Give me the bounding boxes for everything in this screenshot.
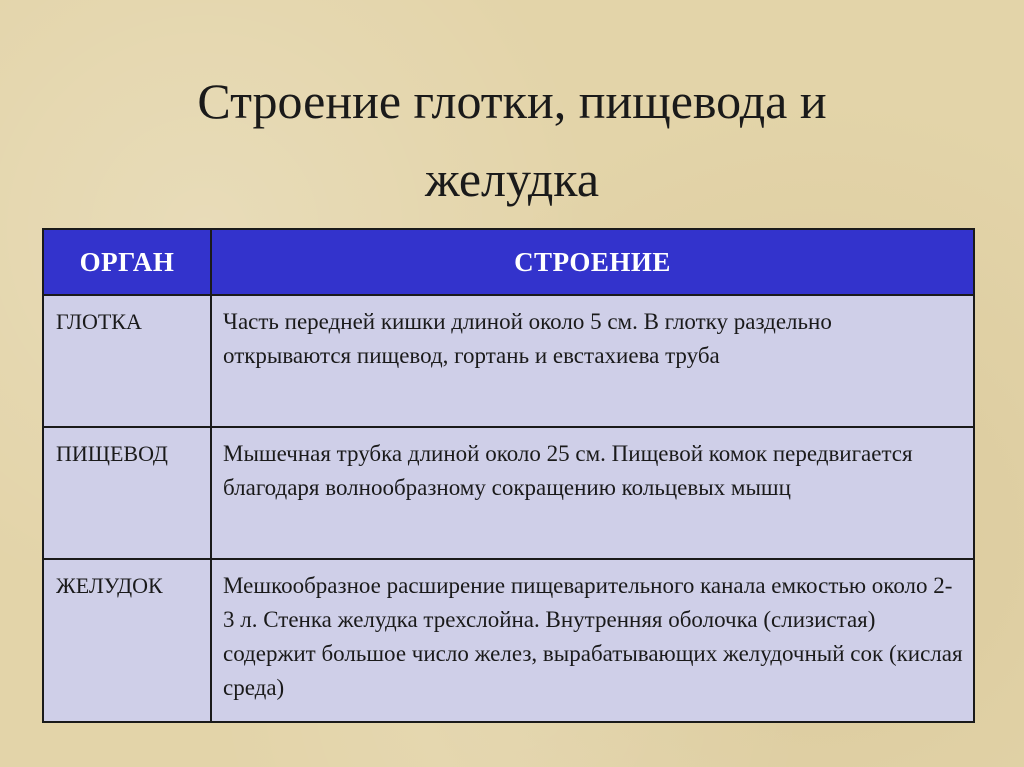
structure-cell: Мешкообразное расширение пищеварительного канала емкостью около 2-3 л. Стенка желудка трехслойна. Внутренняя оболочка (слизистая) содержит большое число желез, вырабатывающих желудочный сок (кислая среда) — [211, 559, 974, 722]
organ-cell: ПИЩЕВОД — [43, 427, 211, 559]
structure-cell: Часть передней кишки длиной около 5 см. В глотку раздельно открываются пищевод, гортань и евстахиева труба — [211, 295, 974, 427]
table-row — [43, 559, 974, 722]
organ-structure-table — [42, 228, 975, 723]
table-row — [43, 295, 974, 427]
organ-cell: ГЛОТКА — [43, 295, 211, 427]
header-structure: СТРОЕНИЕ — [211, 229, 974, 295]
table-row — [43, 427, 974, 559]
title-line-2: желудка — [424, 151, 600, 207]
header-organ: ОРГАН — [43, 229, 211, 295]
table-header-row — [43, 229, 974, 295]
title-line-1: Строение глотки, пищевода и — [197, 73, 827, 129]
page-title — [0, 62, 1024, 218]
organ-cell: ЖЕЛУДОК — [43, 559, 211, 722]
structure-cell: Мышечная трубка длиной около 25 см. Пищевой комок передвигается благодаря волнообразному сокращению кольцевых мышц — [211, 427, 974, 559]
